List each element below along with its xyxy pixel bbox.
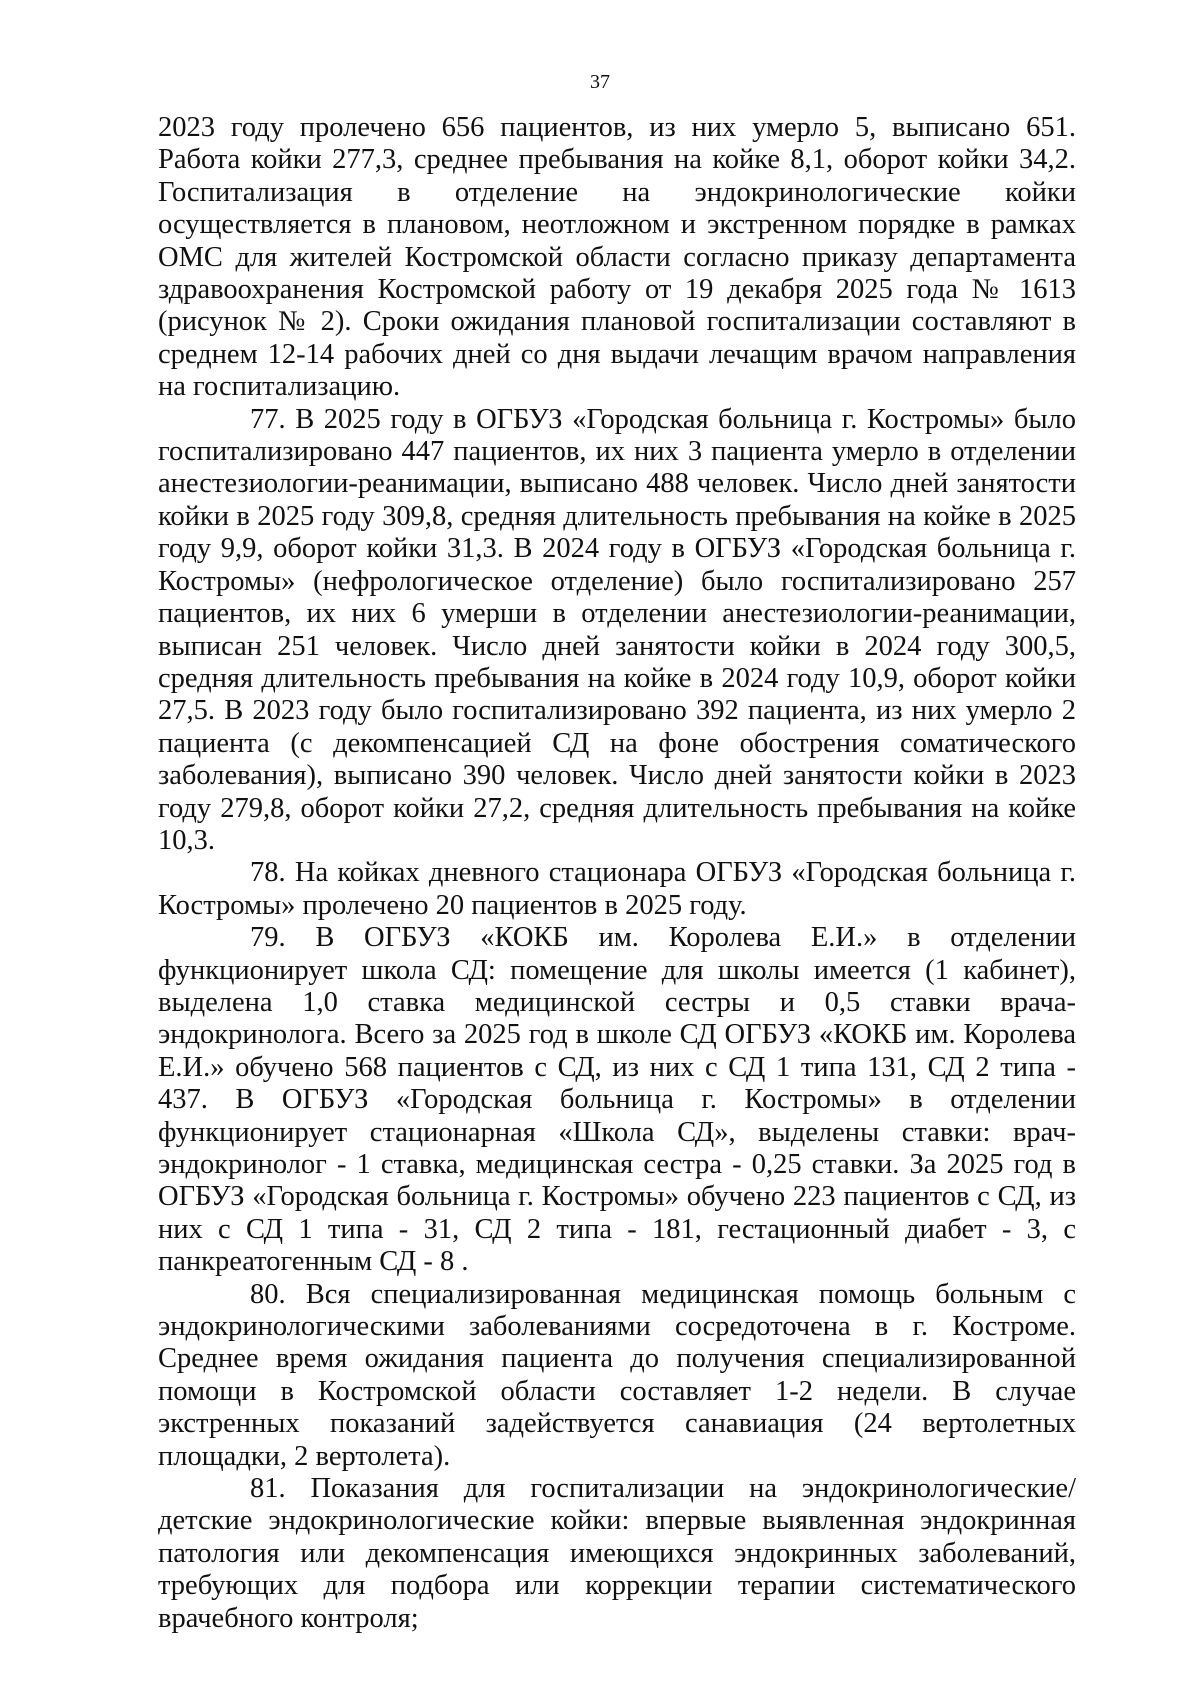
document-body bbox=[158, 112, 1076, 1635]
paragraph-79: 79. В ОГБУЗ «КОКБ им. Королева Е.И.» в отделении функционирует школа СД: помещение для школы имеется (1 кабинет), выделена 1,0 ставка медицинской сестры и 0,5 ставки врача-эндокринолога. Всего за 2025 год в школе СД ОГБУЗ «КОКБ им. Королева Е.И.» обучено 568 пациентов с СД, из них с СД 1 типа 131, СД 2 типа - 437. В ОГБУЗ «Городская больница г. Костромы» в отделении функционирует стационарная «Школа СД», выделены ставки: врач-эндокринолог - 1 ставка, медицинская сестра - 0,25 ставки. За 2025 год в ОГБУЗ «Городская больница г. Костромы» обучено 223 пациентов с СД, из них с СД 1 типа - 31, СД 2 типа - 181, гестационный диабет - 3, с панкреатогенным СД - 8 . bbox=[158, 922, 1076, 1278]
paragraph-80: 80. Вся специализированная медицинская помощь больным с эндокринологическими заболеваниями сосредоточена в г. Костроме. Среднее время ожидания пациента до получения специализированной помощи в Костромской области составляет 1-2 недели. В случае экстренных показаний задействуется санавиация (24 вертолетных площадки, 2 вертолета). bbox=[158, 1278, 1076, 1472]
paragraph-77: 77. В 2025 году в ОГБУЗ «Городская больница г. Костромы» было госпитализировано 447 пациентов, их них 3 пациента умерло в отделении анестезиологии-реанимации, выписано 488 человек. Число дней занятости койки в 2025 году 309,8, средняя длительность пребывания на койке в 2025 году 9,9, оборот койки 31,3. В 2024 году в ОГБУЗ «Городская больница г. Костромы» (нефрологическое отделение) было госпитализировано 257 пациентов, их них 6 умерши в отделении анестезиологии-реанимации, выписан 251 человек. Число дней занятости койки в 2024 году 300,5, средняя длительность пребывания на койке в 2024 году 10,9, оборот койки 27,5. В 2023 году было госпитализировано 392 пациента, из них умерло 2 пациента (с декомпенсацией СД на фоне обострения соматического заболевания), выписано 390 человек. Число дней занятости койки в 2023 году 279,8, оборот койки 27,2, средняя длительность пребывания на койке 10,3. bbox=[158, 403, 1076, 856]
page-number: 37 bbox=[590, 71, 610, 93]
paragraph-continuation: 2023 году пролечено 656 пациентов, из них умерло 5, выписано 651. Работа койки 277,3, среднее пребывания на койке 8,1, оборот койки 34,2. Госпитализация в отделение на эндокринологические койки осуществляется в плановом, неотложном и экстренном порядке в рамках ОМС для жителей Костромской области согласно приказу департамента здравоохранения Костромской работу от 19 декабря 2025 года № 1613 (рисунок № 2). Сроки ожидания плановой госпитализации составляют в среднем 12-14 рабочих дней со дня выдачи лечащим врачом направления на госпитализацию. bbox=[158, 112, 1076, 403]
paragraph-78: 78. На койках дневного стационара ОГБУЗ «Городская больница г. Костромы» пролечено 20 пациентов в 2025 году. bbox=[158, 857, 1076, 921]
paragraph-81: 81. Показания для госпитализации на эндокринологические/детские эндокринологические койки: впервые выявленная эндокринная патология или декомпенсация имеющихся эндокринных заболеваний, требующих для подбора или коррекции терапии систематического врачебного контроля; bbox=[158, 1473, 1076, 1634]
